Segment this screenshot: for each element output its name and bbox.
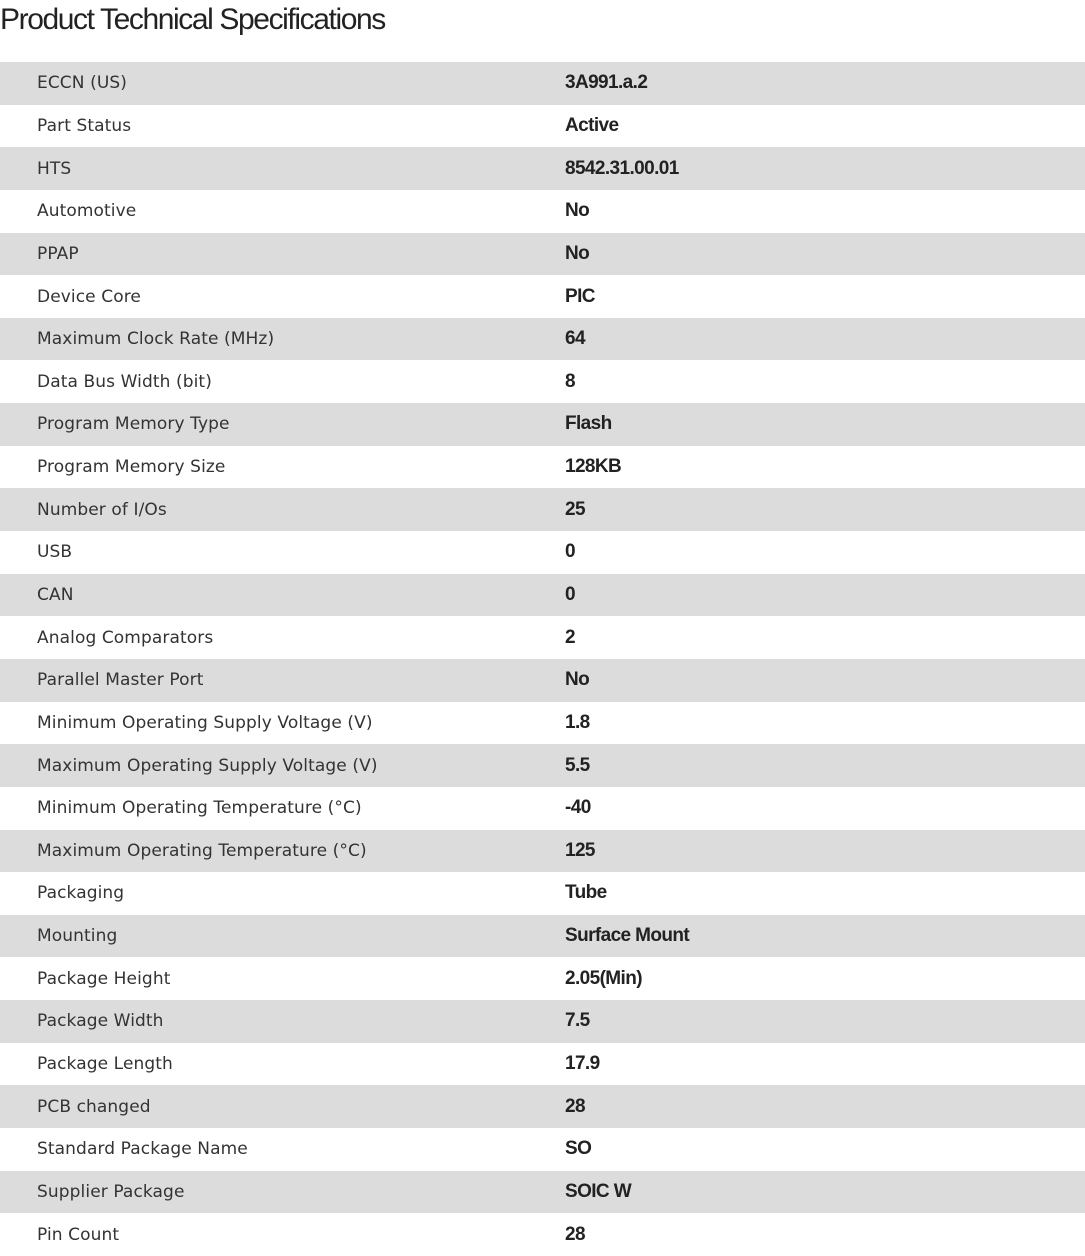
table-row <box>0 147 1085 190</box>
spec-name: Maximum Operating Supply Voltage (V) <box>0 744 565 787</box>
table-row <box>0 957 1085 1000</box>
spec-value: 128KB <box>565 446 1085 489</box>
spec-name: USB <box>0 531 565 574</box>
spec-value: 7.5 <box>565 1000 1085 1043</box>
spec-value: 8542.31.00.01 <box>565 147 1085 190</box>
spec-value: SOIC W <box>565 1171 1085 1214</box>
table-row <box>0 105 1085 148</box>
table-row <box>0 446 1085 489</box>
spec-value: Flash <box>565 403 1085 446</box>
spec-value: 17.9 <box>565 1043 1085 1086</box>
table-row <box>0 275 1085 318</box>
table-row <box>0 744 1085 787</box>
spec-name: Mounting <box>0 915 565 958</box>
spec-name: Device Core <box>0 275 565 318</box>
table-row <box>0 574 1085 617</box>
table-row <box>0 872 1085 915</box>
table-row <box>0 830 1085 873</box>
spec-value: Active <box>565 105 1085 148</box>
spec-name: Parallel Master Port <box>0 659 565 702</box>
table-row <box>0 360 1085 403</box>
page-title: Product Technical Specifications <box>0 3 385 36</box>
table-row <box>0 403 1085 446</box>
table-row <box>0 190 1085 233</box>
table-row <box>0 1213 1085 1256</box>
table-row <box>0 1043 1085 1086</box>
spec-name: PCB changed <box>0 1085 565 1128</box>
table-row <box>0 659 1085 702</box>
spec-name: ECCN (US) <box>0 62 565 105</box>
spec-name: Pin Count <box>0 1213 565 1256</box>
spec-value: -40 <box>565 787 1085 830</box>
spec-name: Supplier Package <box>0 1171 565 1214</box>
spec-value: 125 <box>565 830 1085 873</box>
spec-name: CAN <box>0 574 565 617</box>
spec-value: 8 <box>565 360 1085 403</box>
spec-name: Packaging <box>0 872 565 915</box>
spec-name: Package Height <box>0 957 565 1000</box>
table-row <box>0 1171 1085 1214</box>
spec-name: Maximum Clock Rate (MHz) <box>0 318 565 361</box>
spec-name: Program Memory Type <box>0 403 565 446</box>
table-row <box>0 488 1085 531</box>
spec-value: 5.5 <box>565 744 1085 787</box>
spec-name: Maximum Operating Temperature (°C) <box>0 830 565 873</box>
spec-name: Program Memory Size <box>0 446 565 489</box>
table-row <box>0 531 1085 574</box>
table-row <box>0 915 1085 958</box>
spec-table-body <box>0 62 1085 1256</box>
spec-name: Minimum Operating Temperature (°C) <box>0 787 565 830</box>
spec-name: Package Width <box>0 1000 565 1043</box>
spec-value: 64 <box>565 318 1085 361</box>
spec-table <box>0 62 1085 1256</box>
spec-name: Number of I/Os <box>0 488 565 531</box>
spec-name: Automotive <box>0 190 565 233</box>
spec-value: SO <box>565 1128 1085 1171</box>
spec-value: 28 <box>565 1213 1085 1256</box>
table-row <box>0 702 1085 745</box>
spec-value: Surface Mount <box>565 915 1085 958</box>
spec-value: 1.8 <box>565 702 1085 745</box>
spec-name: PPAP <box>0 233 565 276</box>
spec-name: HTS <box>0 147 565 190</box>
table-row <box>0 62 1085 105</box>
table-row <box>0 233 1085 276</box>
spec-value: No <box>565 190 1085 233</box>
spec-value: 28 <box>565 1085 1085 1128</box>
spec-value: Tube <box>565 872 1085 915</box>
spec-name: Standard Package Name <box>0 1128 565 1171</box>
spec-value: 3A991.a.2 <box>565 62 1085 105</box>
spec-name: Minimum Operating Supply Voltage (V) <box>0 702 565 745</box>
spec-value: No <box>565 659 1085 702</box>
table-row <box>0 318 1085 361</box>
spec-value: 2.05(Min) <box>565 957 1085 1000</box>
table-row <box>0 1085 1085 1128</box>
spec-value: 2 <box>565 616 1085 659</box>
table-row <box>0 787 1085 830</box>
spec-name: Part Status <box>0 105 565 148</box>
spec-name: Data Bus Width (bit) <box>0 360 565 403</box>
spec-value: 0 <box>565 531 1085 574</box>
spec-name: Analog Comparators <box>0 616 565 659</box>
table-row <box>0 616 1085 659</box>
spec-value: 0 <box>565 574 1085 617</box>
spec-value: 25 <box>565 488 1085 531</box>
spec-value: PIC <box>565 275 1085 318</box>
table-row <box>0 1000 1085 1043</box>
table-row <box>0 1128 1085 1171</box>
spec-name: Package Length <box>0 1043 565 1086</box>
spec-value: No <box>565 233 1085 276</box>
